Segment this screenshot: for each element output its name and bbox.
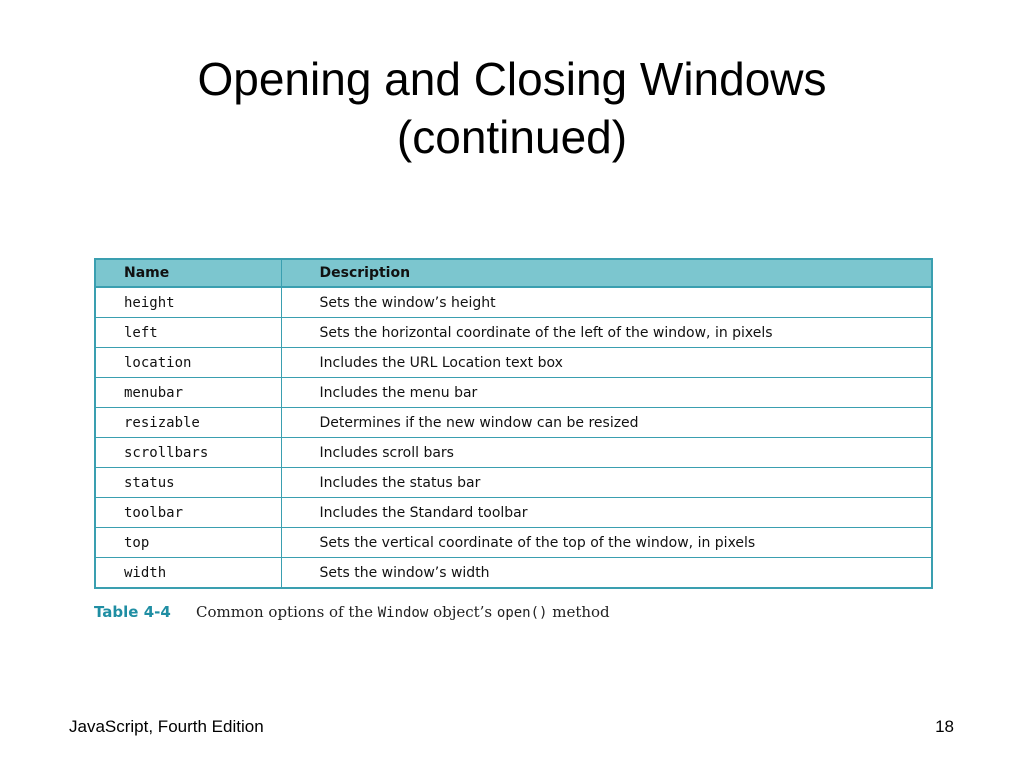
table-row [95, 348, 932, 378]
option-description: Sets the window’s width [319, 564, 490, 581]
slide-title-line-1: Opening and Closing Windows [197, 53, 827, 105]
table-row [95, 528, 932, 558]
column-header-name: Name [95, 259, 281, 287]
option-description: Sets the window’s height [281, 287, 932, 318]
slide-title [0, 50, 1024, 166]
option-description: Determines if the new window can be resized [281, 408, 932, 438]
table-row [95, 318, 932, 348]
caption-text-before: Common options of the [196, 603, 378, 621]
option-description: Includes the status bar [281, 468, 932, 498]
caption-label: Table 4-4 [94, 603, 171, 621]
footer-book-title: JavaScript, Fourth Edition [69, 717, 264, 736]
table-row [95, 408, 932, 438]
option-description: Sets the vertical coordinate of the top of the window, in pixels [281, 528, 932, 558]
option-name: top [95, 528, 281, 558]
table-caption [94, 603, 610, 621]
option-name: status [95, 468, 281, 498]
table-row [95, 378, 932, 408]
footer-page-number: 18 [935, 717, 954, 736]
table-row [95, 287, 932, 318]
option-description: Includes the URL Location text box [281, 348, 932, 378]
caption-code-open: open() [496, 605, 548, 621]
option-description: Includes the Standard toolbar [281, 498, 932, 528]
caption-text [196, 603, 610, 621]
caption-text-middle: object’s [428, 603, 497, 621]
option-name: menubar [95, 378, 281, 408]
table-row [95, 438, 932, 468]
window-options-table [94, 258, 933, 589]
option-name: scrollbars [95, 438, 281, 468]
option-name: toolbar [95, 498, 281, 528]
option-description: Includes the menu bar [281, 378, 932, 408]
option-name: height [95, 287, 281, 318]
option-name: location [95, 348, 281, 378]
slide-title-line-2: (continued) [396, 111, 628, 163]
caption-code-window: Window [377, 605, 429, 621]
column-header-description: Description [281, 259, 932, 287]
option-name: resizable [95, 408, 281, 438]
table-header-row [95, 259, 932, 287]
option-name: width [95, 558, 281, 589]
table-row [95, 558, 932, 589]
table-row [95, 468, 932, 498]
caption-text-after: method [547, 603, 610, 621]
option-description: Includes scroll bars [281, 438, 932, 468]
option-name: left [95, 318, 281, 348]
option-description: Sets the horizontal coordinate of the left of the window, in pixels [281, 318, 932, 348]
table-row [95, 498, 932, 528]
